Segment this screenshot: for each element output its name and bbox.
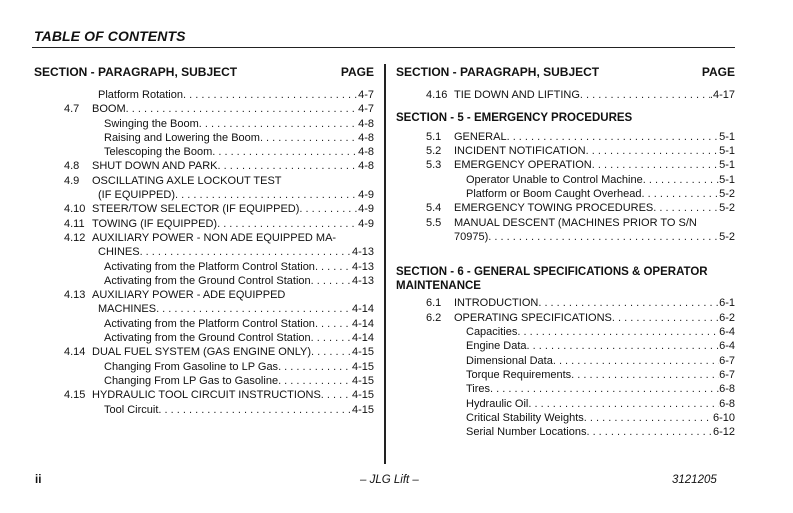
toc-entry-line <box>104 274 374 288</box>
toc-entry-page: 4-15 <box>351 374 374 387</box>
footer-doc-number: 3121205 <box>672 474 717 486</box>
toc-entry-line <box>92 102 374 116</box>
toc-entry-title: OSCILLATING AXLE LOCKOUT TEST <box>92 174 282 187</box>
toc-entry-number: 4.8 <box>64 160 80 173</box>
right-column <box>396 64 735 439</box>
toc-entry <box>34 131 374 145</box>
toc-entry-line <box>92 202 374 216</box>
dot-leader <box>158 403 352 417</box>
toc-entry-title: MANUAL DESCENT (MACHINES PRIOR TO S/N <box>454 216 697 229</box>
toc-entry-line <box>92 217 374 231</box>
toc-entry-number: 4.15 <box>64 389 86 402</box>
section-6-heading <box>396 266 735 293</box>
toc-entry-line <box>466 425 735 439</box>
toc-entry-page: 6-12 <box>712 426 735 439</box>
toc-entry-page: 5-2 <box>719 202 735 215</box>
toc-entry-number: 4.14 <box>64 346 86 359</box>
toc-entry-title: DUAL FUEL SYSTEM (GAS ENGINE ONLY) <box>92 346 312 359</box>
toc-entry-line <box>466 368 735 382</box>
toc-entry-page: 4-8 <box>358 131 374 144</box>
dot-leader <box>527 339 720 353</box>
toc-entry <box>34 374 374 388</box>
toc-entry-line <box>104 317 374 331</box>
toc-entry-title: (IF EQUIPPED) <box>98 189 176 202</box>
column-header-label: SECTION - PARAGRAPH, SUBJECT <box>396 65 600 79</box>
toc-entry-title: Dimensional Data <box>466 354 553 367</box>
toc-entry <box>396 425 735 439</box>
toc-entry-title: 70975) <box>454 230 489 243</box>
dot-leader <box>315 260 352 274</box>
dot-leader <box>183 88 358 102</box>
toc-entry-page: 5-2 <box>719 188 735 201</box>
toc-entry <box>34 360 374 374</box>
toc-entry-title: AUXILIARY POWER - ADE EQUIPPED <box>92 289 286 302</box>
toc-entry <box>396 296 735 310</box>
toc-entry <box>34 117 374 131</box>
section-6-heading-line1: SECTION - 6 - GENERAL SPECIFICATIONS & OPERATOR <box>396 266 708 279</box>
toc-entry-page: 6-1 <box>719 297 735 310</box>
dot-leader <box>586 144 720 158</box>
toc-entry-line <box>466 354 735 368</box>
toc-entry-page: 4-14 <box>351 303 374 316</box>
toc-entry <box>34 202 374 216</box>
toc-entry <box>34 302 374 316</box>
footer-page-number: ii <box>35 474 42 486</box>
toc-entry-page: 5-1 <box>719 130 735 143</box>
toc-entry-title: GENERAL <box>454 130 507 143</box>
toc-entry-line <box>104 260 374 274</box>
toc-entry-title: EMERGENCY TOWING PROCEDURES <box>454 202 654 215</box>
toc-entry <box>34 174 374 188</box>
toc-entry-line <box>466 411 735 425</box>
section-5-list <box>396 130 735 244</box>
dot-leader <box>299 202 358 216</box>
dot-leader <box>311 345 352 359</box>
toc-entry-line <box>466 187 735 201</box>
toc-entry <box>34 403 374 417</box>
toc-entry-number: 4.10 <box>64 203 86 216</box>
toc-entry-title: EMERGENCY OPERATION <box>454 159 592 172</box>
toc-entry-line <box>104 117 374 131</box>
toc-entry-title: Changing From Gasoline to LP Gas <box>104 360 279 373</box>
left-toc-list <box>34 88 374 417</box>
dot-leader <box>311 331 352 345</box>
toc-entry-title: Activating from the Ground Control Station <box>104 274 311 287</box>
toc-entry-line <box>454 158 735 172</box>
toc-entry-title: CHINES <box>98 246 140 259</box>
toc-entry <box>396 130 735 144</box>
toc-entry-page: 4-8 <box>358 117 374 130</box>
toc-entry <box>34 317 374 331</box>
toc-entry-number: 4.13 <box>64 289 86 302</box>
toc-entry-line <box>466 325 735 339</box>
toc-entry-title: Activating from the Platform Control Station <box>104 260 315 273</box>
dot-leader <box>653 201 719 215</box>
toc-entry-title: STEER/TOW SELECTOR (IF EQUIPPED) <box>92 203 300 216</box>
toc-entry-line <box>98 88 374 102</box>
column-header-page: PAGE <box>701 65 735 79</box>
toc-entry-page: 4-15 <box>351 346 374 359</box>
toc-entry-title: Platform or Boom Caught Overhead <box>466 188 642 201</box>
footer-center-text: – JLG Lift – <box>360 474 419 486</box>
toc-entry <box>396 158 735 172</box>
toc-entry-line <box>92 159 374 173</box>
toc-entry-line <box>466 397 735 411</box>
toc-entry <box>34 245 374 259</box>
toc-entry-page: 6-4 <box>719 326 735 339</box>
toc-entry-line <box>454 201 735 215</box>
dot-leader <box>507 130 720 144</box>
toc-entry-number: 4.12 <box>64 231 86 244</box>
section-6-list <box>396 296 735 439</box>
toc-entry-page: 5-2 <box>719 230 735 243</box>
toc-entry <box>34 88 374 102</box>
toc-entry-title: Swinging the Boom <box>104 117 199 130</box>
toc-entry-page: 4-9 <box>358 189 374 202</box>
toc-entry-page: 4-14 <box>351 317 374 330</box>
toc-entry-title: Raising and Lowering the Boom <box>104 131 260 144</box>
toc-entry <box>396 201 735 215</box>
toc-entry-title: AUXILIARY POWER - NON ADE EQUIPPED MA- <box>92 231 337 244</box>
toc-entry-number: 6.2 <box>426 311 442 324</box>
toc-entry-line <box>466 173 735 187</box>
toc-entry-title: Operator Unable to Control Machine <box>466 173 643 186</box>
toc-entry-page: 4-13 <box>351 246 374 259</box>
section-5-heading: SECTION - 5 - EMERGENCY PROCEDURES <box>396 112 633 125</box>
toc-entry-line <box>466 382 735 396</box>
dot-leader <box>260 131 358 145</box>
toc-entry <box>34 260 374 274</box>
toc-entry-page: 6-7 <box>719 368 735 381</box>
toc-entry-line <box>98 302 374 316</box>
dot-leader <box>592 158 719 172</box>
dot-leader <box>488 230 719 244</box>
toc-entry <box>34 388 374 402</box>
dot-leader <box>175 188 358 202</box>
dot-leader <box>217 217 358 231</box>
toc-entry-title: Serial Number Locations <box>466 426 587 439</box>
toc-entry-title: Activating from the Ground Control Station <box>104 332 311 345</box>
toc-entry-title: INTRODUCTION <box>454 297 539 310</box>
section-6-heading-line2: MAINTENANCE <box>396 279 481 292</box>
dot-leader <box>321 388 352 402</box>
toc-entry-title: Torque Requirements <box>466 368 572 381</box>
toc-entry-title: Activating from the Platform Control Station <box>104 317 315 330</box>
toc-entry-page: 4-14 <box>351 332 374 345</box>
toc-entry-page: 4-8 <box>358 160 374 173</box>
right-column-header <box>396 64 735 80</box>
toc-entry-page: 6-4 <box>719 340 735 353</box>
dot-leader <box>641 187 719 201</box>
dot-leader <box>584 411 713 425</box>
dot-leader <box>278 360 352 374</box>
toc-entry-title: BOOM <box>92 103 126 116</box>
toc-entry-page: 4-7 <box>358 89 374 101</box>
toc-entry-line <box>104 403 374 417</box>
top-rule <box>32 47 735 48</box>
toc-entry <box>34 102 374 116</box>
toc-entry-number: 4.16 <box>426 89 448 101</box>
toc-entry <box>396 397 735 411</box>
toc-entry-page: 4-9 <box>358 203 374 216</box>
toc-entry-title: TIE DOWN AND LIFTING <box>454 89 580 101</box>
toc-entry <box>34 288 374 302</box>
toc-entry-page: 4-13 <box>351 260 374 273</box>
toc-entry-number: 5.1 <box>426 130 442 143</box>
toc-entry-title: Capacities <box>466 326 518 339</box>
dot-leader <box>528 397 719 411</box>
toc-entry-line <box>98 245 374 259</box>
toc-entry-title: TOWING (IF EQUIPPED) <box>92 217 218 230</box>
column-header-label: SECTION - PARAGRAPH, SUBJECT <box>34 65 238 79</box>
toc-entry <box>396 354 735 368</box>
toc-entry-title: Tool Circuit <box>104 403 159 416</box>
dot-leader <box>643 173 719 187</box>
toc-entry-title: Platform Rotation <box>98 89 183 101</box>
toc-entry <box>396 216 735 230</box>
toc-entry-line <box>92 388 374 402</box>
toc-entry <box>396 382 735 396</box>
toc-entry-title: Tires <box>466 383 491 396</box>
toc-entry <box>34 145 374 159</box>
toc-entry-title: SHUT DOWN AND PARK <box>92 160 218 173</box>
toc-entry-page: 6-2 <box>719 311 735 324</box>
toc-entry <box>396 187 735 201</box>
dot-leader <box>315 317 352 331</box>
toc-entry <box>34 159 374 173</box>
toc-entry <box>396 144 735 158</box>
toc-entry <box>34 217 374 231</box>
toc-entry <box>396 230 735 244</box>
toc-entry-number: 5.2 <box>426 145 442 158</box>
toc-entry-page: 5-1 <box>719 173 735 186</box>
dot-leader <box>586 425 713 439</box>
toc-entry-number: 5.3 <box>426 159 442 172</box>
left-column <box>34 64 374 417</box>
toc-entry-line <box>454 88 735 102</box>
toc-entry <box>34 188 374 202</box>
toc-entry-line <box>454 144 735 158</box>
toc-entry <box>396 368 735 382</box>
dot-leader <box>156 302 352 316</box>
toc-entry <box>34 274 374 288</box>
toc-entry-page: 6-8 <box>719 397 735 410</box>
dot-leader <box>517 325 719 339</box>
right-toc-list-top <box>396 88 735 102</box>
column-divider <box>384 64 386 464</box>
dot-leader <box>553 354 719 368</box>
left-column-header <box>34 64 374 80</box>
toc-entry-page: 4-13 <box>351 274 374 287</box>
toc-entry-line <box>104 131 374 145</box>
toc-entry-line <box>454 230 735 244</box>
toc-entry-line <box>466 339 735 353</box>
toc-entry-page: 4-7 <box>358 103 374 116</box>
toc-entry <box>34 345 374 359</box>
toc-entry-title: HYDRAULIC TOOL CIRCUIT INSTRUCTIONS <box>92 389 321 402</box>
toc-entry-title: INCIDENT NOTIFICATION <box>454 145 586 158</box>
toc-entry-number: 5.4 <box>426 202 442 215</box>
toc-entry-page: 4-9 <box>358 217 374 230</box>
toc-entry <box>396 325 735 339</box>
dot-leader <box>218 159 359 173</box>
toc-entry-page: 6-10 <box>712 411 735 424</box>
dot-leader <box>580 88 710 102</box>
toc-entry-number: 4.7 <box>64 103 80 116</box>
dot-leader <box>212 145 358 159</box>
dot-leader <box>126 102 358 116</box>
toc-entry <box>34 331 374 345</box>
toc-entry-title: Changing From LP Gas to Gasoline <box>104 374 279 387</box>
toc-entry-page: 6-7 <box>719 354 735 367</box>
toc-entry-page: 6-8 <box>719 383 735 396</box>
toc-entry-page: 5-1 <box>719 145 735 158</box>
toc-entry-line <box>454 296 735 310</box>
toc-entry-title: MACHINES <box>98 303 157 316</box>
toc-entry-title: Engine Data <box>466 340 527 353</box>
toc-entry <box>396 311 735 325</box>
toc-entry-page: 4-8 <box>358 146 374 159</box>
dot-leader <box>490 382 719 396</box>
toc-entry-title: Hydraulic Oil <box>466 397 529 410</box>
toc-entry-page: 4-15 <box>351 403 374 416</box>
dot-leader <box>140 245 352 259</box>
toc-entry-line <box>92 345 374 359</box>
dot-leader <box>311 274 352 288</box>
toc-entry-number: 4.9 <box>64 174 80 187</box>
toc-entry-line <box>104 331 374 345</box>
toc-entry-page: 4-15 <box>351 389 374 402</box>
toc-entry-page: 5-1 <box>719 159 735 172</box>
toc-entry <box>396 339 735 353</box>
toc-entry-line <box>454 311 735 325</box>
page-title: TABLE OF CONTENTS <box>34 28 186 44</box>
toc-entry <box>396 88 735 102</box>
toc-entry-page: .4-17 <box>709 89 735 101</box>
dot-leader <box>571 368 719 382</box>
toc-entry <box>396 411 735 425</box>
dot-leader <box>278 374 352 388</box>
toc-entry <box>34 231 374 245</box>
toc-entry-title: Telescoping the Boom <box>104 146 213 159</box>
column-header-page: PAGE <box>340 65 374 79</box>
dot-leader <box>538 296 719 310</box>
toc-entry-line <box>104 145 374 159</box>
toc-entry-line <box>104 374 374 388</box>
toc-entry-number: 6.1 <box>426 297 442 310</box>
toc-entry-title: Critical Stability Weights <box>466 411 584 424</box>
toc-entry-title: OPERATING SPECIFICATIONS <box>454 311 612 324</box>
dot-leader <box>612 311 719 325</box>
toc-entry-page: 4-15 <box>351 360 374 373</box>
toc-entry-number: 4.11 <box>64 217 85 230</box>
toc-entry-line <box>104 360 374 374</box>
toc-entry-number: 5.5 <box>426 216 442 229</box>
toc-entry <box>396 173 735 187</box>
toc-entry-line <box>454 130 735 144</box>
toc-entry-line <box>98 188 374 202</box>
dot-leader <box>199 117 358 131</box>
